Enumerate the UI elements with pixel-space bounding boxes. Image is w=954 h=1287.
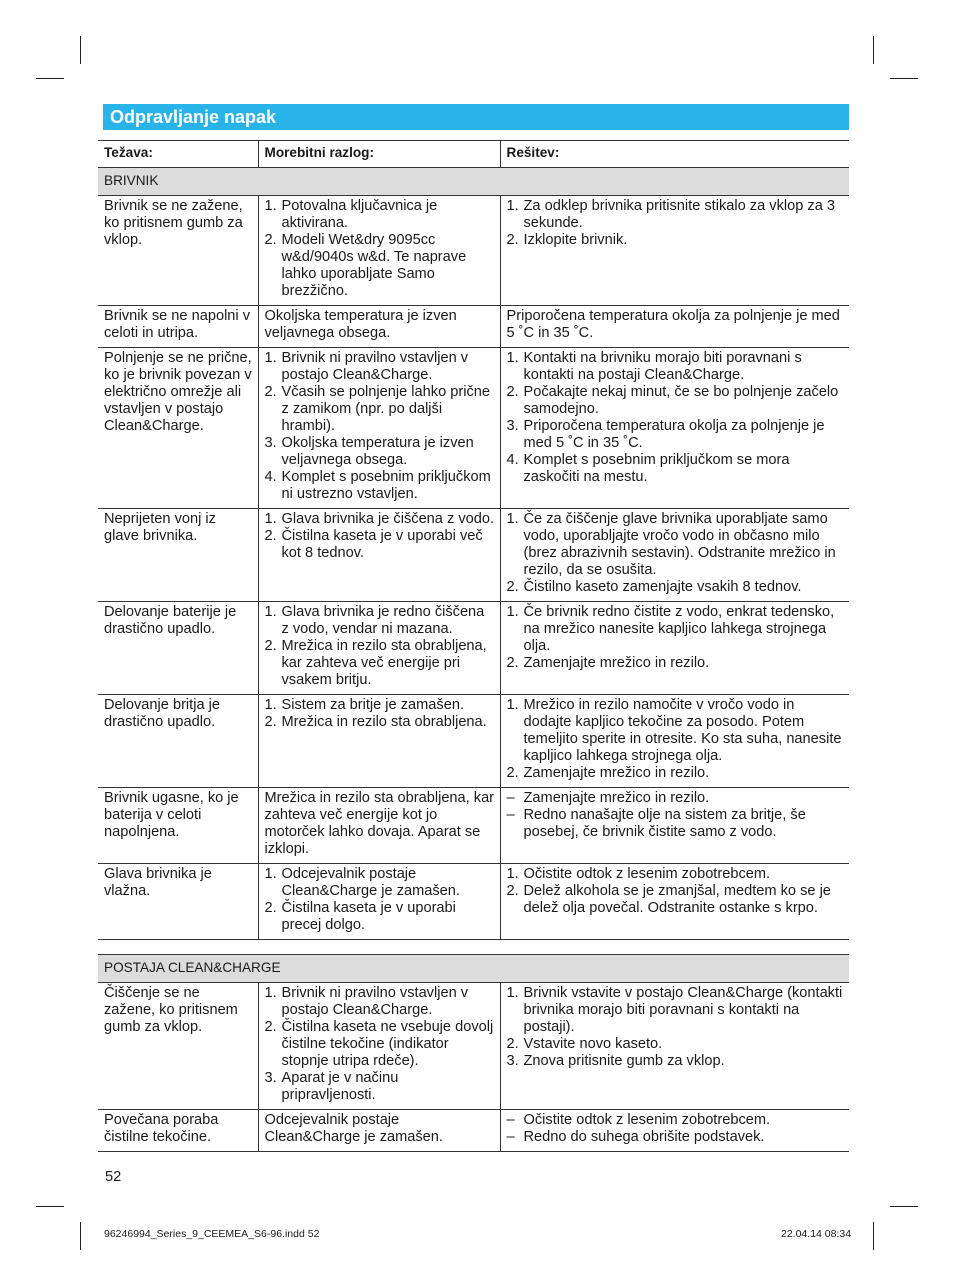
list-item: [265, 697, 495, 714]
list-item: [265, 350, 495, 384]
list-marker: 2.: [506, 384, 519, 400]
page-title: Odpravljanje napak: [110, 107, 277, 127]
list-marker: 2.: [506, 883, 519, 899]
problem-cell: Neprijeten vonj iz glave brivnika.: [98, 509, 258, 602]
section-heading-row: [98, 168, 849, 196]
list-item: [507, 350, 845, 384]
solution-cell: [500, 983, 849, 1110]
column-header-solution: Rešitev:: [500, 141, 849, 168]
list-marker: 2.: [506, 1036, 519, 1052]
section-heading: BRIVNIK: [98, 168, 849, 196]
list-marker: 1.: [264, 697, 277, 713]
list-item: [265, 1070, 495, 1104]
solution-cell: [500, 306, 849, 348]
list-marker: 2.: [264, 638, 277, 654]
cause-cell: [258, 1110, 500, 1152]
crop-mark: [873, 1222, 874, 1250]
list-marker: 1.: [506, 697, 519, 713]
list-item: [507, 883, 845, 917]
list-item-text: Mrežica in rezilo sta obrabljena, kar zahteva več energije pri vsakem britju.: [281, 638, 487, 688]
list-item: [265, 384, 495, 435]
list-item: [507, 790, 845, 807]
list-item-text: Mrežica in rezilo sta obrabljena.: [281, 714, 487, 730]
list-marker: 3.: [264, 1070, 277, 1086]
column-header-problem: Težava:: [98, 141, 258, 168]
list-marker: 2.: [264, 384, 277, 400]
list-marker: 1.: [506, 604, 519, 620]
numbered-list: [507, 604, 845, 672]
table-row: [98, 983, 849, 1110]
list-item: [265, 198, 495, 232]
numbered-list: [507, 985, 845, 1070]
crop-mark: [890, 1206, 918, 1207]
list-item-text: Zamenjajte mrežico in rezilo.: [523, 790, 710, 806]
list-item-text: Brivnik ni pravilno vstavljen v postajo Clean&Charge.: [281, 985, 469, 1018]
list-marker: 3.: [506, 418, 519, 434]
list-marker: –: [506, 807, 515, 823]
solution-cell: [500, 864, 849, 940]
list-item-text: Če za čiščenje glave brivnika uporabljate samo vodo, uporabljajte vročo vodo in občasno milo (brez abrazivnih sestavin). Odstranite mrežico in rezilo, da se osušita.: [523, 511, 836, 578]
list-marker: 2.: [506, 765, 519, 781]
list-item: [507, 765, 845, 782]
crop-mark: [80, 1222, 81, 1250]
table-row: [98, 348, 849, 509]
list-item: [507, 1129, 845, 1146]
list-item-text: Modeli Wet&dry 9095cc w&d/9040s w&d. Te naprave lahko uporabljate Samo brezžično.: [281, 232, 467, 299]
page-number: 52: [105, 1169, 122, 1185]
cause-cell: [258, 306, 500, 348]
numbered-list: [507, 697, 845, 782]
list-marker: 2.: [264, 900, 277, 916]
list-item-text: Sistem za britje je zamašen.: [281, 697, 464, 713]
table-row: [98, 864, 849, 940]
problem-cell: Delovanje baterije je drastično upadlo.: [98, 602, 258, 695]
list-item: [507, 697, 845, 765]
numbered-list: [265, 198, 495, 300]
list-item: [507, 866, 845, 883]
table-row: [98, 602, 849, 695]
numbered-list: [507, 866, 845, 917]
list-marker: 2.: [264, 714, 277, 730]
list-item-text: Delež alkohola se je zmanjšal, medtem ko se je delež olja povečal. Odstranite ostanke s krpo.: [523, 883, 831, 916]
list-marker: 1.: [264, 350, 277, 366]
list-item: [265, 232, 495, 300]
list-item-text: Glava brivnika je redno čiščena z vodo, vendar ni mazana.: [281, 604, 485, 637]
cause-cell: [258, 196, 500, 306]
list-item-text: Če brivnik redno čistite z vodo, enkrat tedensko, na mrežico nanesite kapljico lahkega strojnega olja.: [523, 604, 835, 654]
list-item-text: Okoljska temperatura je izven veljavnega obsega.: [281, 435, 474, 468]
table-header-row: [98, 141, 849, 168]
list-item-text: Čistilna kaseta ne vsebuje dovolj čistilne tekočine (indikator stopnje utripa rdeče).: [281, 1019, 494, 1069]
list-marker: 4.: [506, 452, 519, 468]
list-item-text: Včasih se polnjenje lahko prične z zamikom (npr. po daljši hrambi).: [281, 384, 490, 434]
list-item: [507, 807, 845, 841]
list-item-text: Aparat je v načinu pripravljenosti.: [281, 1070, 399, 1103]
crop-mark: [36, 1206, 64, 1207]
list-item-text: Zamenjajte mrežico in rezilo.: [523, 655, 710, 671]
list-item: [265, 1019, 495, 1070]
numbered-list: [507, 511, 845, 596]
column-header-cause: Morebitni razlog:: [258, 141, 500, 168]
solution-cell: [500, 509, 849, 602]
list-item-text: Redno nanašajte olje na sistem za britje, še posebej, če brivnik čistite samo z vodo.: [523, 807, 806, 840]
list-item-text: Čistilno kaseto zamenjajte vsakih 8 tednov.: [523, 579, 802, 595]
list-marker: 4.: [264, 469, 277, 485]
numbered-list: [507, 350, 845, 486]
list-item-text: Očistite odtok z lesenim zobotrebcem.: [523, 866, 771, 882]
crop-mark: [36, 78, 64, 79]
problem-cell: Polnjenje se ne prične, ko je brivnik povezan v električno omrežje ali vstavljen v postajo Clean&Charge.: [98, 348, 258, 509]
list-marker: 3.: [506, 1053, 519, 1069]
table-row: [98, 788, 849, 864]
list-item-text: Redno do suhega obrišite podstavek.: [523, 1129, 765, 1145]
list-item-text: Izklopite brivnik.: [523, 232, 628, 248]
numbered-list: [265, 350, 495, 503]
list-item: [507, 1112, 845, 1129]
crop-mark: [80, 36, 81, 64]
cause-cell: [258, 509, 500, 602]
list-item: [265, 604, 495, 638]
list-item: [507, 232, 845, 249]
list-item-text: Mrežico in rezilo namočite v vročo vodo in dodajte kapljico tekočine za posodo. Potem temeljito sperite in otresite. Ko sta suha, nanesite kapljico lahkega strojnega olja.: [523, 697, 842, 764]
numbered-list: [265, 511, 495, 562]
list-item-text: Komplet s posebnim priključkom ni ustrezno vstavljen.: [281, 469, 491, 502]
list-item-text: Očistite odtok z lesenim zobotrebcem.: [523, 1112, 771, 1128]
list-item: [507, 1053, 845, 1070]
table-row: [98, 509, 849, 602]
list-marker: 2.: [506, 232, 519, 248]
list-marker: 1.: [264, 604, 277, 620]
list-item: [265, 528, 495, 562]
solution-cell: [500, 196, 849, 306]
section-heading-row: [98, 955, 849, 983]
list-item: [265, 985, 495, 1019]
numbered-list: [265, 697, 495, 731]
spacer-cell: [98, 940, 849, 955]
list-marker: 1.: [506, 198, 519, 214]
list-item-text: Brivnik ni pravilno vstavljen v postajo Clean&Charge.: [281, 350, 469, 383]
list-item: [507, 384, 845, 418]
list-item: [507, 604, 845, 655]
problem-cell: Čiščenje se ne zažene, ko pritisnem gumb za vklop.: [98, 983, 258, 1110]
list-item-text: Počakajte nekaj minut, če se bo polnjenje začelo samodejno.: [523, 384, 839, 417]
table-row: [98, 1110, 849, 1152]
list-item: [507, 418, 845, 452]
solution-text: Priporočena temperatura okolja za polnjenje je med 5 ˚C in 35 ˚C.: [506, 308, 840, 341]
list-item: [507, 1036, 845, 1053]
list-marker: 1.: [506, 350, 519, 366]
section-spacer: [98, 940, 849, 955]
list-item: [265, 714, 495, 731]
crop-mark: [873, 36, 874, 64]
cause-text: Okoljska temperatura je izven veljavnega obsega.: [264, 308, 457, 341]
list-item: [265, 469, 495, 503]
numbered-list: [265, 604, 495, 689]
list-item: [507, 452, 845, 486]
section-header-bar: [103, 104, 849, 130]
crop-mark: [890, 78, 918, 79]
list-marker: 1.: [506, 985, 519, 1001]
cause-cell: [258, 348, 500, 509]
list-item-text: Kontakti na brivniku morajo biti poravnani s kontakti na postaji Clean&Charge.: [523, 350, 802, 383]
list-marker: 1.: [264, 866, 277, 882]
solution-cell: [500, 788, 849, 864]
list-item-text: Zamenjajte mrežico in rezilo.: [523, 765, 710, 781]
list-item: [265, 435, 495, 469]
list-item-text: Glava brivnika je čiščena z vodo.: [281, 511, 495, 527]
cause-cell: [258, 695, 500, 788]
list-item: [507, 579, 845, 596]
list-item-text: Odcejevalnik postaje Clean&Charge je zamašen.: [281, 866, 460, 899]
problem-cell: Brivnik se ne zažene, ko pritisnem gumb za vklop.: [98, 196, 258, 306]
list-item: [507, 985, 845, 1036]
list-marker: –: [506, 1129, 515, 1145]
list-item: [507, 655, 845, 672]
list-marker: 2.: [506, 579, 519, 595]
problem-cell: Glava brivnika je vlažna.: [98, 864, 258, 940]
numbered-list: [265, 866, 495, 934]
list-marker: 1.: [506, 511, 519, 527]
table-row: [98, 306, 849, 348]
list-item: [265, 900, 495, 934]
list-item-text: Znova pritisnite gumb za vklop.: [523, 1053, 725, 1069]
list-item-text: Čistilna kaseta je v uporabi več kot 8 tednov.: [281, 528, 483, 561]
footer-date: 22.04.14 08:34: [781, 1228, 852, 1240]
list-marker: 2.: [264, 1019, 277, 1035]
dash-list: [507, 1112, 845, 1146]
list-item-text: Brivnik vstavite v postajo Clean&Charge (kontakti brivnika morajo biti poravnani s kontakti na postaji).: [523, 985, 843, 1035]
cause-text: Mrežica in rezilo sta obrabljena, kar zahteva več energije kot jo motorček lahko dovaja. Aparat se izklopi.: [264, 790, 495, 857]
solution-cell: [500, 695, 849, 788]
list-marker: 2.: [264, 528, 277, 544]
list-marker: 1.: [264, 198, 277, 214]
solution-cell: [500, 348, 849, 509]
list-item-text: Za odklep brivnika pritisnite stikalo za vklop za 3 sekunde.: [523, 198, 835, 231]
section-heading: POSTAJA CLEAN&CHARGE: [98, 955, 849, 983]
troubleshooting-table: [98, 140, 849, 1152]
list-item: [265, 866, 495, 900]
numbered-list: [265, 985, 495, 1104]
table-row: [98, 196, 849, 306]
cause-cell: [258, 983, 500, 1110]
list-item-text: Priporočena temperatura okolja za polnjenje je med 5 ˚C in 35 ˚C.: [523, 418, 825, 451]
list-marker: 1.: [264, 985, 277, 1001]
table-row: [98, 695, 849, 788]
list-item-text: Vstavite novo kaseto.: [523, 1036, 663, 1052]
list-marker: 2.: [506, 655, 519, 671]
problem-cell: Brivnik se ne napolni v celoti in utripa.: [98, 306, 258, 348]
list-marker: –: [506, 1112, 515, 1128]
dash-list: [507, 790, 845, 841]
cause-text: Odcejevalnik postaje Clean&Charge je zamašen.: [264, 1112, 443, 1145]
problem-cell: Povečana poraba čistilne tekočine.: [98, 1110, 258, 1152]
list-marker: 2.: [264, 232, 277, 248]
list-item: [265, 511, 495, 528]
problem-cell: Brivnik ugasne, ko je baterija v celoti napolnjena.: [98, 788, 258, 864]
list-item: [507, 511, 845, 579]
list-item: [507, 198, 845, 232]
list-marker: 1.: [506, 866, 519, 882]
cause-cell: [258, 602, 500, 695]
list-marker: 3.: [264, 435, 277, 451]
list-item-text: Čistilna kaseta je v uporabi precej dolgo.: [281, 900, 456, 933]
list-marker: 1.: [264, 511, 277, 527]
list-item: [265, 638, 495, 689]
numbered-list: [507, 198, 845, 249]
list-item-text: Potovalna ključavnica je aktivirana.: [281, 198, 438, 231]
footer-file-name: 96246994_Series_9_CEEMEA_S6-96.indd 52: [104, 1228, 320, 1240]
problem-cell: Delovanje britja je drastično upadlo.: [98, 695, 258, 788]
solution-cell: [500, 1110, 849, 1152]
cause-cell: [258, 788, 500, 864]
list-item-text: Komplet s posebnim priključkom se mora zaskočiti na mestu.: [523, 452, 790, 485]
cause-cell: [258, 864, 500, 940]
list-marker: –: [506, 790, 515, 806]
solution-cell: [500, 602, 849, 695]
